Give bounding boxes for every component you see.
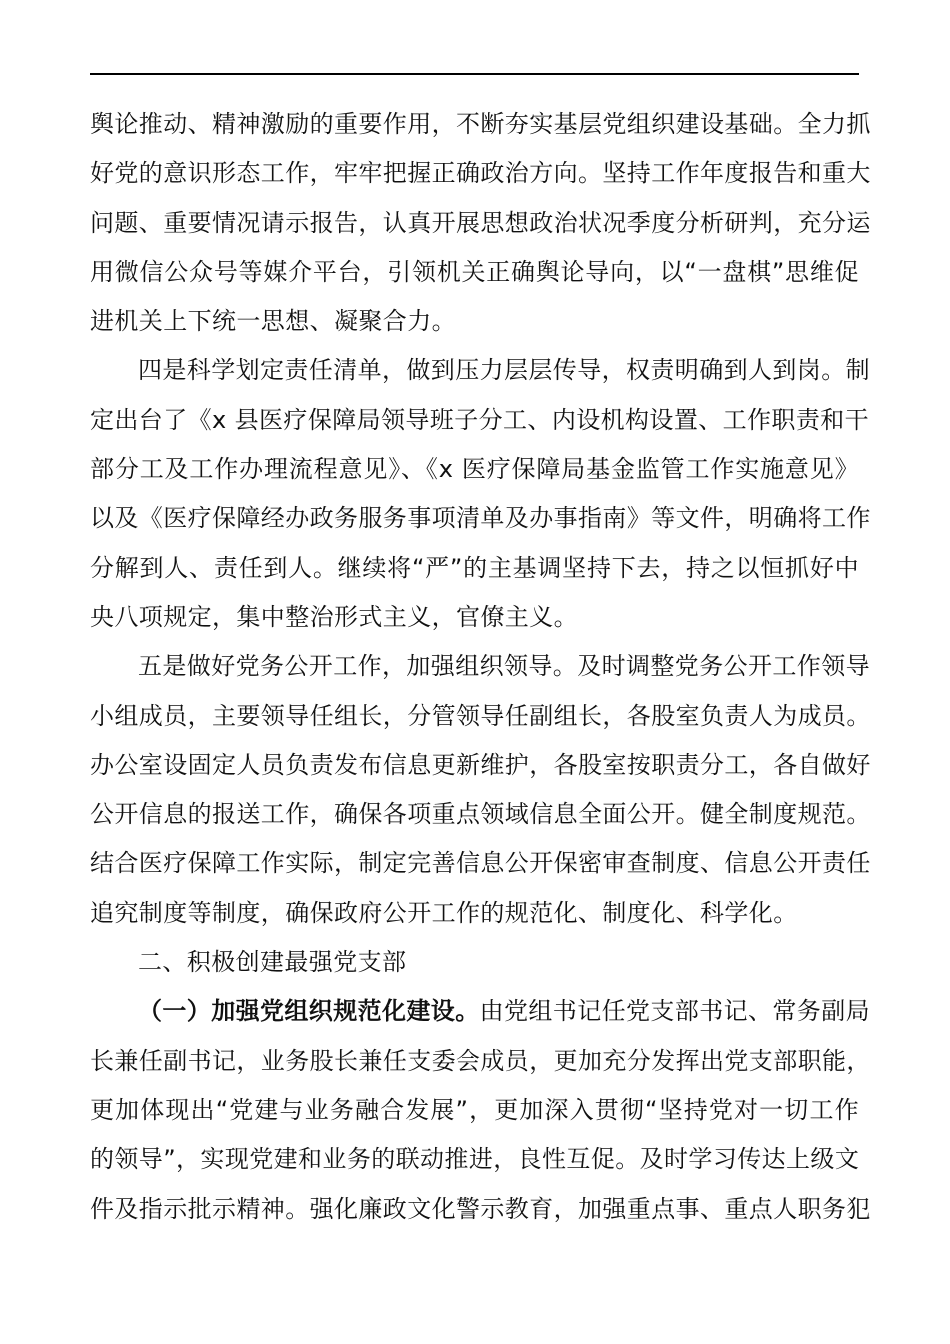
paragraph-line: 分解到人、责任到人。继续将“严”的主基调坚持下去，持之以恒抓好中 — [90, 553, 859, 582]
paragraph-line: 定出台了《x 县医疗保障局领导班子分工、内设机构设置、工作职责和干 — [90, 405, 870, 434]
paragraph-line: 长兼任副书记，业务股长兼任支委会成员，更加充分发挥出党支部职能， — [90, 1046, 871, 1075]
section-heading: 二、积极创建最强党支部 — [138, 948, 407, 977]
paragraph-line: 央八项规定，集中整治形式主义，官僚主义。 — [90, 602, 578, 631]
paragraph-line: 追究制度等制度，确保政府公开工作的规范化、制度化、科学化。 — [90, 898, 798, 927]
paragraph-line: 更加体现出“党建与业务融合发展”，更加深入贯彻“坚持党对一切工作 — [90, 1095, 859, 1124]
paragraph-line: 问题、重要情况请示报告，认真开展思想政治状况季度分析研判，充分运 — [90, 208, 871, 237]
paragraph-line — [90, 987, 871, 1036]
paragraph-line: 办公室设固定人员负责发布信息更新维护，各股室按职责分工，各自做好 — [90, 750, 871, 779]
paragraph-line: 部分工及工作办理流程意见》、《x 医疗保障局基金监管工作实施意见》 — [90, 455, 859, 484]
paragraph-line: 的领导”，实现党建和业务的联动推进，良性互促。及时学习传达上级文 — [90, 1145, 860, 1174]
paragraph-line: 结合医疗保障工作实际，制定完善信息公开保密审查制度、信息公开责任 — [90, 849, 871, 878]
paragraph-line: 五是做好党务公开工作，加强组织领导。及时调整党务公开工作领导 — [138, 652, 870, 681]
paragraph-line: 以及《医疗保障经办政务服务事项清单及办事指南》等文件，明确将工作 — [90, 504, 871, 533]
paragraph-line: 用微信公众号等媒介平台，引领机关正确舆论导向，以“一盘棋”思维促 — [90, 257, 859, 286]
subsection-heading: （一）加强党组织规范化建设。 — [138, 997, 480, 1026]
paragraph-line: 四是科学划定责任清单，做到压力层层传导，权责明确到人到岗。制 — [138, 356, 870, 385]
document-body — [90, 100, 871, 1234]
header-rule — [90, 73, 859, 75]
paragraph-line: 件及指示批示精神。强化廉政文化警示教育，加强重点事、重点人职务犯 — [90, 1194, 871, 1223]
paragraph-line: 好党的意识形态工作，牢牢把握正确政治方向。坚持工作年度报告和重大 — [90, 159, 871, 188]
paragraph-line: 小组成员，主要领导任组长，分管领导任副组长，各股室负责人为成员。 — [90, 701, 871, 730]
paragraph-line: 舆论推动、精神激励的重要作用，不断夯实基层党组织建设基础。全力抓 — [90, 110, 871, 138]
paragraph-line: 进机关上下统一思想、凝聚合力。 — [90, 307, 456, 336]
paragraph-line: 公开信息的报送工作，确保各项重点领域信息全面公开。健全制度规范。 — [90, 800, 871, 829]
paragraph-text: 由党组书记任党支部书记、常务副局 — [479, 997, 871, 1026]
